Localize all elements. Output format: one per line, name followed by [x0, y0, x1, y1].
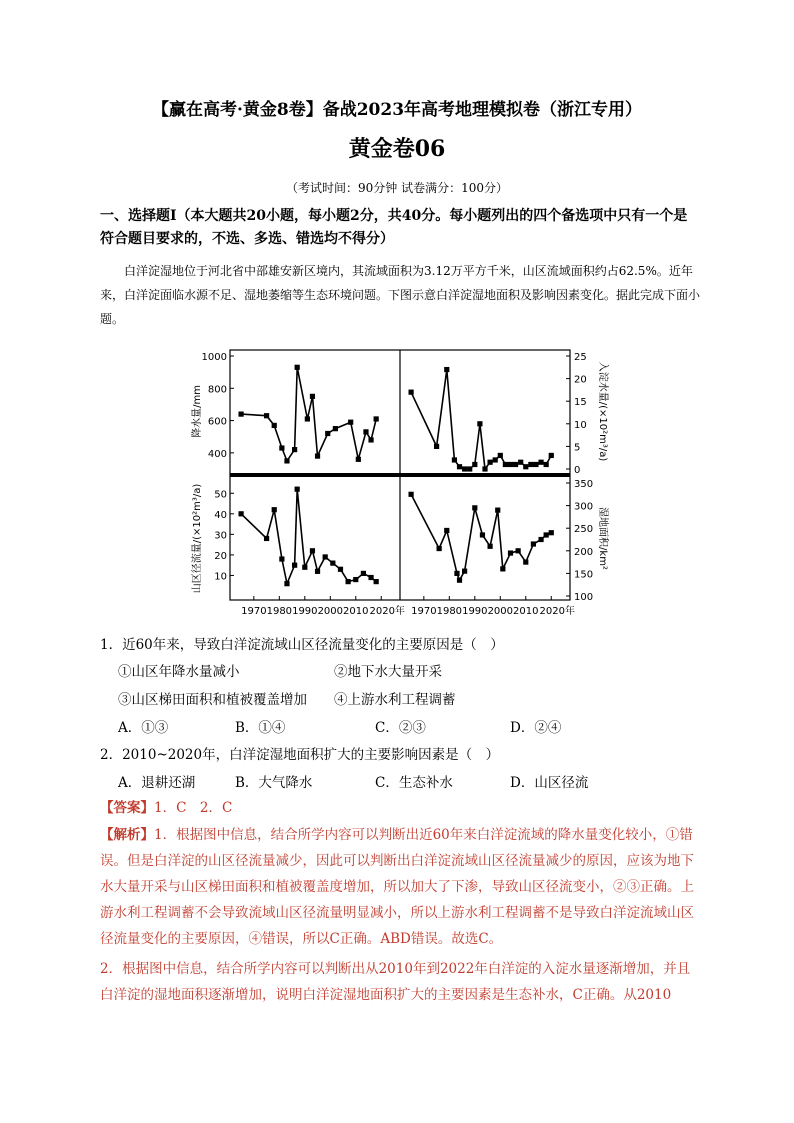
- data-point-precipitation: [333, 426, 338, 431]
- explanation-label: 【解析】: [100, 827, 154, 843]
- q2-option-a: A．退耕还湖: [118, 775, 196, 791]
- data-point-precipitation: [363, 429, 368, 434]
- q1-option-d: D．②④: [510, 720, 562, 736]
- y-tick-label-precipitation: 800: [207, 384, 227, 396]
- y-tick-label-runoff: 20: [214, 550, 227, 562]
- data-point-wetland: [538, 537, 543, 542]
- data-point-wetland: [531, 541, 536, 546]
- x-tick-label: 2010: [513, 606, 539, 617]
- y-tick-label-inflow: 15: [574, 397, 587, 409]
- q1-option-b: B．①④: [235, 720, 286, 736]
- data-point-wetland: [480, 532, 485, 537]
- data-point-precipitation: [284, 458, 289, 463]
- data-point-precipitation: [292, 447, 297, 452]
- data-point-inflow: [549, 453, 554, 458]
- data-point-runoff: [272, 507, 277, 512]
- data-point-wetland: [508, 550, 513, 555]
- data-point-runoff: [279, 556, 284, 561]
- q1-item-4: ④上游水利工程调蓄: [334, 692, 456, 708]
- y-tick-label-wetland: 200: [574, 546, 594, 558]
- data-point-inflow: [544, 462, 549, 467]
- data-point-runoff: [302, 565, 307, 570]
- data-point-precipitation: [305, 416, 310, 421]
- data-point-precipitation: [279, 445, 284, 450]
- y-tick-label-precipitation: 1000: [201, 352, 227, 363]
- y-tick-label-wetland: 250: [574, 524, 594, 536]
- q2-option-c: C．生态补水: [375, 775, 453, 791]
- series-line-inflow: [411, 370, 551, 469]
- data-point-runoff: [374, 579, 379, 584]
- x-tick-label: 2020年: [369, 606, 405, 617]
- data-point-inflow: [472, 462, 477, 467]
- data-point-inflow: [444, 367, 449, 372]
- y-tick-label-inflow: 20: [574, 374, 587, 386]
- y-tick-label-wetland: 150: [574, 569, 594, 581]
- data-point-precipitation: [368, 437, 373, 442]
- y-tick-label-inflow: 25: [574, 352, 587, 363]
- x-tick-label: 1980: [266, 606, 293, 617]
- y-tick-label-runoff: 40: [214, 509, 227, 521]
- data-point-wetland: [437, 546, 442, 551]
- data-point-precipitation: [264, 413, 269, 418]
- data-point-runoff: [310, 548, 315, 553]
- x-tick-label: 2000: [317, 606, 344, 617]
- q1-option-c: C．②③: [375, 720, 426, 736]
- data-point-runoff: [292, 563, 297, 568]
- paper-subtitle: 黄金卷06: [348, 136, 446, 162]
- data-point-runoff: [315, 569, 320, 574]
- data-point-wetland: [549, 530, 554, 535]
- x-tick-label: 1990: [462, 606, 488, 617]
- y-tick-label-wetland: 350: [574, 479, 594, 490]
- data-point-inflow: [408, 390, 413, 395]
- chart-axes: [190, 350, 610, 617]
- exam-title: 【赢在高考·黄金8卷】备战2023年高考地理模拟卷（浙江专用）: [151, 100, 643, 120]
- data-point-precipitation: [325, 431, 330, 436]
- x-tick-label: 2000: [487, 606, 514, 617]
- data-point-wetland: [500, 566, 505, 571]
- data-point-inflow: [533, 462, 538, 467]
- data-point-inflow: [452, 457, 457, 462]
- data-point-wetland: [408, 492, 413, 497]
- data-point-precipitation: [238, 412, 243, 417]
- x-tick-label: 1970: [241, 606, 267, 617]
- data-point-runoff: [368, 575, 373, 580]
- answer-text: 1．C 2．C: [154, 800, 233, 816]
- data-point-inflow: [477, 421, 482, 426]
- data-point-wetland: [516, 548, 521, 553]
- y-tick-label-inflow: 10: [574, 419, 587, 431]
- x-tick-label: 2010: [343, 606, 369, 617]
- q2-option-b: B．大气降水: [235, 775, 313, 791]
- y-tick-label-precipitation: 400: [207, 448, 227, 460]
- y-tick-label-inflow: 0: [574, 465, 581, 476]
- data-point-inflow: [518, 460, 523, 465]
- section-heading: 一、选择题Ⅰ（本大题共20小题，每小题2分，共40分。每小题列出的四个备选项中只有一个是符合题目要求的，不选、多选、错选均不得分）: [100, 208, 688, 247]
- data-point-wetland: [444, 528, 449, 533]
- y-tick-label-precipitation: 600: [207, 416, 227, 428]
- data-point-inflow: [482, 466, 487, 471]
- q1-item-3: ③山区梯田面积和植被覆盖增加: [118, 692, 307, 708]
- data-point-runoff: [361, 571, 366, 576]
- x-tick-label: 2020年: [539, 606, 575, 617]
- data-point-wetland: [487, 544, 492, 549]
- data-point-precipitation: [315, 453, 320, 458]
- y-axis-label-runoff: 山区径流量/(×10²m³/a): [192, 483, 203, 594]
- data-point-inflow: [513, 462, 518, 467]
- series-line-precipitation: [241, 367, 376, 461]
- data-point-wetland: [544, 532, 549, 537]
- question-1-stem: 1．近60年来，导致白洋淀流域山区径流量变化的主要原因是（ ）: [100, 637, 504, 653]
- data-point-inflow: [457, 464, 462, 469]
- data-point-precipitation: [356, 457, 361, 462]
- chart-figure: [180, 342, 608, 622]
- data-point-inflow: [508, 462, 513, 467]
- y-axis-label-precipitation: 降水量/mm: [192, 385, 203, 438]
- q2-option-d: D．山区径流: [510, 775, 589, 791]
- data-point-inflow: [462, 466, 467, 471]
- q1-option-a: A．①③: [118, 720, 169, 736]
- data-point-precipitation: [310, 394, 315, 399]
- data-point-wetland: [495, 508, 500, 513]
- data-point-runoff: [238, 511, 243, 516]
- data-point-wetland: [472, 505, 477, 510]
- data-point-runoff: [323, 554, 328, 559]
- data-point-inflow: [467, 466, 472, 471]
- y-tick-label-wetland: 300: [574, 501, 594, 513]
- data-point-precipitation: [348, 420, 353, 425]
- x-tick-label: 1970: [411, 606, 437, 617]
- data-point-runoff: [284, 581, 289, 586]
- data-point-wetland: [523, 560, 528, 565]
- x-tick-label: 1990: [292, 606, 318, 617]
- data-point-precipitation: [272, 423, 277, 428]
- intro-paragraph: 白洋淀湿地位于河北省中部雄安新区境内，其流域面积为3.12万平方千米，山区流域面积约占62.5%。近年来，白洋淀面临水源不足、湿地萎缩等生态环境问题。下图示意白洋淀湿地面积及影响因素变化。据此完成下面小题。: [100, 264, 701, 326]
- data-point-precipitation: [295, 365, 300, 370]
- data-point-inflow: [503, 462, 508, 467]
- series-line-runoff: [241, 489, 376, 584]
- data-point-runoff: [346, 579, 351, 584]
- answer-line: [100, 796, 232, 816]
- data-point-precipitation: [374, 416, 379, 421]
- question-2-stem: 2．2010~2020年，白洋淀湿地面积扩大的主要影响因素是（ ）: [100, 747, 500, 763]
- data-point-inflow: [528, 462, 533, 467]
- answer-label: 【答案】: [100, 800, 154, 816]
- data-point-runoff: [295, 487, 300, 492]
- data-point-inflow: [487, 460, 492, 465]
- data-point-inflow: [434, 444, 439, 449]
- q1-item-1: ①山区年降水量减小: [118, 664, 240, 680]
- data-point-runoff: [338, 567, 343, 572]
- y-axis-label-inflow: 入淀水量/(×10²m³/a): [597, 361, 608, 462]
- x-tick-label: 1980: [436, 606, 463, 617]
- data-point-inflow: [523, 464, 528, 469]
- y-tick-label-inflow: 5: [574, 442, 581, 454]
- data-point-runoff: [264, 536, 269, 541]
- explanation-1: [100, 822, 700, 952]
- data-point-wetland: [462, 569, 467, 574]
- data-point-runoff: [353, 577, 358, 582]
- data-point-runoff: [330, 561, 335, 566]
- data-point-inflow: [493, 457, 498, 462]
- data-point-wetland: [457, 578, 462, 583]
- y-tick-label-runoff: 50: [214, 489, 227, 501]
- explanation-1-text: 1．根据图中信息，结合所学内容可以判断出近60年来白洋淀流域的降水量变化较小，①错误。但是白洋淀的山区径流量减少，因此可以判断出白洋淀流域山区径流量减少的原因，应该为地下水大量开采与山区梯田面积和植被覆盖度增加，所以加大了下渗，导致山区径流变小，②③正确。上游水利工程调蓄不会导致流域山区径流量明显减小，所以上游水利工程调蓄不是导致白洋淀流域山区径流量变化的主要原因，④错误，所以C正确。ABD错误。故选C。: [100, 827, 694, 947]
- y-tick-label-wetland: 100: [574, 592, 594, 603]
- data-point-inflow: [498, 453, 503, 458]
- y-axis-label-wetland: 湿地面积/km²: [597, 507, 608, 570]
- data-point-wetland: [454, 571, 459, 576]
- data-point-inflow: [538, 460, 543, 465]
- y-tick-label-runoff: 30: [214, 530, 227, 542]
- y-tick-label-runoff: 10: [214, 571, 227, 583]
- explanation-2: 2．根据图中信息，结合所学内容可以判断出从2010年到2022年白洋淀的入淀水量逐渐增加，并且白洋淀的湿地面积逐渐增加，说明白洋淀湿地面积扩大的主要因素是生态补水，C正确。从2010: [100, 961, 691, 1003]
- exam-time: （考试时间：90分钟 试卷满分：100分）: [286, 181, 508, 195]
- q1-item-2: ②地下水大量开采: [334, 664, 442, 680]
